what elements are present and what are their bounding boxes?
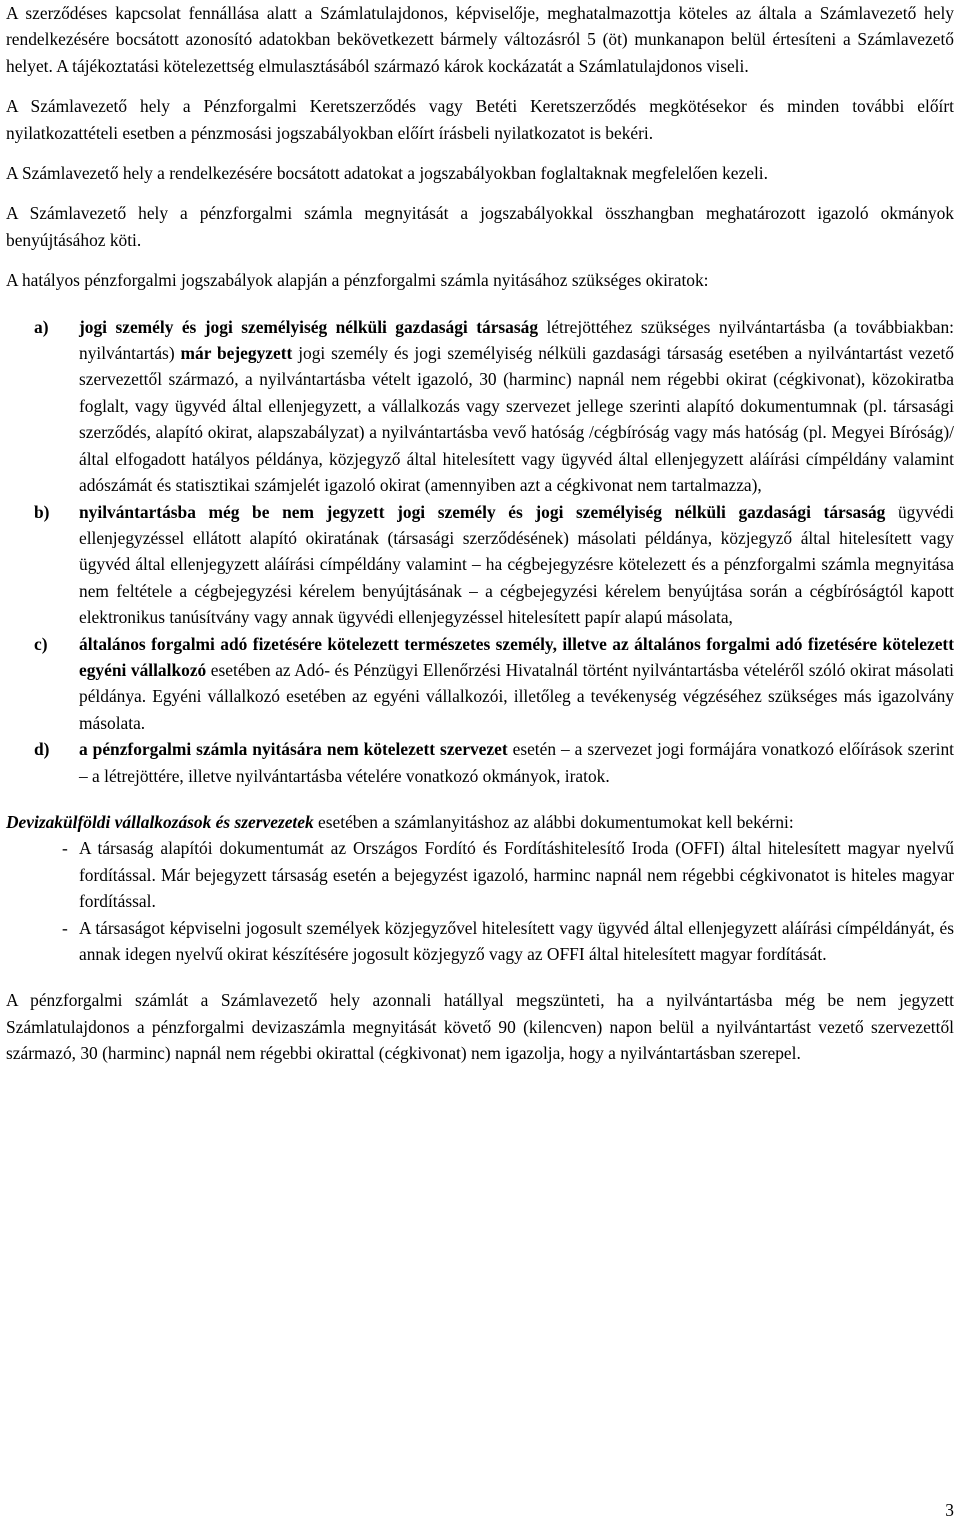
list-item-b bbox=[6, 499, 954, 631]
list-item-bold: általános forgalmi adó fizetésére kötelezett természetes személy, illetve az általános forgalmi adó fizetésére kötelezett egyéni vállalkozó bbox=[79, 633, 954, 680]
dash-marker: - bbox=[62, 917, 68, 938]
list-item-bold: jogi személy és jogi személyiség nélküli gazdasági társaság bbox=[79, 316, 539, 337]
list-item-bold: már bejegyzett bbox=[180, 343, 293, 364]
list-item-text: jogi személy és jogi személyiség nélküli gazdasági társaság esetében a nyilvántartást vezető szervezettől származó, a nyilvántartásba vételt igazoló, 30 (harminc) napnál nem régebbi okirat (cégkivonat), közokiratba foglalt, vagy ügyvéd által ellenjegyzett, a vállalkozás vagy szervezet jellege szerinti alapító dokumentumnak (pl. társasági szerződés, alapító okirat, alapszabályzat) a nyilvántartásba vevő hatóság /cégbíróság vagy más hatóság (pl. Megyei Bíróság)/ által elfogadott hatályos példánya, közjegyző által hitelesített vagy ügyvéd által ellenjegyzett aláírási címpéldány valamint adószámát és statisztikai számjelét igazoló okirat (amennyiben azt a cégkivonat nem tartalmazza), bbox=[79, 343, 955, 496]
dash-item-2 bbox=[6, 915, 954, 968]
list-item-text: esetében az Adó- és Pénzügyi Ellenőrzési Hivatalnál történt nyilvántartásba vételéről szóló okirat másolati példánya. Egyéni vállalkozó esetében az egyéni vállalkozói, illetőleg a tevékenység végzéséhez szükséges más igazolvány másolata. bbox=[79, 659, 954, 733]
list-item-a bbox=[6, 314, 954, 499]
paragraph-account-opening-docs: A Számlavezető hely a pénzforgalmi számla megnyitását a jogszabályokkal összhangban meghatározott igazoló okmányok benyújtásához köti. bbox=[6, 203, 954, 250]
paragraph-data-change-notice: A szerződéses kapcsolat fennállása alatt a Számlatulajdonos, képviselője, meghatalmazottja köteles az általa a Számlavezető hely rendelkezésére bocsátott azonosító adatokban bekövetkezett bármely változásról 5 (öt) munkanapon belül értesíteni a Számlavezető helyet. A tájékoztatási kötelezettség elmulasztásából származó károk kockázatát a Számlatulajdonos viseli. bbox=[6, 3, 954, 76]
paragraph-emphasis: Devizakülföldi vállalkozások és szervezetek bbox=[6, 811, 314, 832]
dash-item-1 bbox=[6, 835, 954, 914]
dash-marker: - bbox=[62, 838, 68, 859]
dash-item-text: A társaságot képviselni jogosult személyek közjegyzővel hitelesített vagy ügyvéd által ellenjegyzett aláírási címpéldányát, és annak idegen nyelvű okirat készítésére jogosult közjegyző vagy az OFFI által hitelesített magyar fordítását. bbox=[79, 917, 954, 964]
paragraph-required-documents-intro: A hatályos pénzforgalmi jogszabályok alapján a pénzforgalmi számla nyitásához szükséges okiratok: bbox=[6, 270, 709, 291]
list-item-text: esetén – a szervezet jogi formájára vonatkozó előírások szerint – a létrejöttére, illetve nyilvántartásba vételére vonatkozó okmányok, iratok. bbox=[79, 739, 954, 786]
dash-item-text: A társaság alapítói dokumentumát az Országos Fordító és Fordításhitelesítő Iroda (OFFI) által hitelesített magyar nyelvű fordítással. Már bejegyzett társaság esetén a bejegyzést igazoló, harminc napnál nem régebbi cégkivonatot is hiteles magyar fordítással. bbox=[79, 838, 954, 912]
paragraph-text: esetében a számlanyitáshoz az alábbi dokumentumokat kell bekérni: bbox=[313, 811, 794, 832]
paragraph-aml-declaration: A Számlavezető hely a Pénzforgalmi Keretszerződés vagy Betéti Keretszerződés megkötésekor és minden további előírt nyilatkozattételi esetben a pénzmosási jogszabályokban előírt írásbeli nyilatkozatot is bekéri. bbox=[6, 96, 954, 143]
list-item-bold: nyilvántartásba még be nem jegyzett jogi személy és jogi személyiség nélküli gazdasági társaság bbox=[79, 501, 886, 522]
document-page bbox=[6, 0, 954, 1067]
list-item-text: létrejöttéhez szükséges nyilvántartásba (a továbbiakban: nyilvántartás) bbox=[79, 316, 955, 364]
list-item-text: ügyvédi ellenjegyzéssel ellátott alapító okiratának (társasági szerződésének) másolati példánya, közjegyző által hitelesített vagy ügyvéd által ellenjegyzett aláírási címpéldány valamint – ha cégbejegyzésre kötelezett és a pénzforgalmi számla megnyitása nem feltétele a cégbejegyzési kérelem benyújtásának – a cégbejegyzési kérelem benyújtása során a cégbíróságtól kapott elektronikus tanúsítvány vagy annak ügyvédi ellenjegyzéssel hitelesített papír alapú másolata, bbox=[79, 501, 955, 628]
paragraph-data-handling: A Számlavezető hely a rendelkezésére bocsátott adatokat a jogszabályokban foglaltaknak megfelelően kezeli. bbox=[6, 163, 768, 184]
list-item-d bbox=[6, 736, 954, 789]
page-number: 3 bbox=[945, 1500, 954, 1520]
list-marker: c) bbox=[34, 633, 48, 654]
list-item-c bbox=[6, 631, 954, 737]
paragraph-account-termination: A pénzforgalmi számlát a Számlavezető hely azonnali hatállyal megszünteti, ha a nyilvántartásba még be nem jegyzett Számlatulajdonos a pénzforgalmi devizaszámla megnyitását követő 90 (kilencven) napon belül a nyilvántartást vezető szervezettől származó, 30 (harminc) napnál nem régebbi okirattal (cégkivonat) nem igazolja, hogy a nyilvántartásban szerepel. bbox=[6, 990, 954, 1064]
list-item-bold: a pénzforgalmi számla nyitására nem kötelezett szervezet bbox=[79, 739, 508, 760]
list-marker: b) bbox=[34, 501, 50, 522]
paragraph-foreign-entities bbox=[6, 809, 954, 835]
list-marker: a) bbox=[34, 316, 49, 337]
list-marker: d) bbox=[34, 739, 50, 760]
